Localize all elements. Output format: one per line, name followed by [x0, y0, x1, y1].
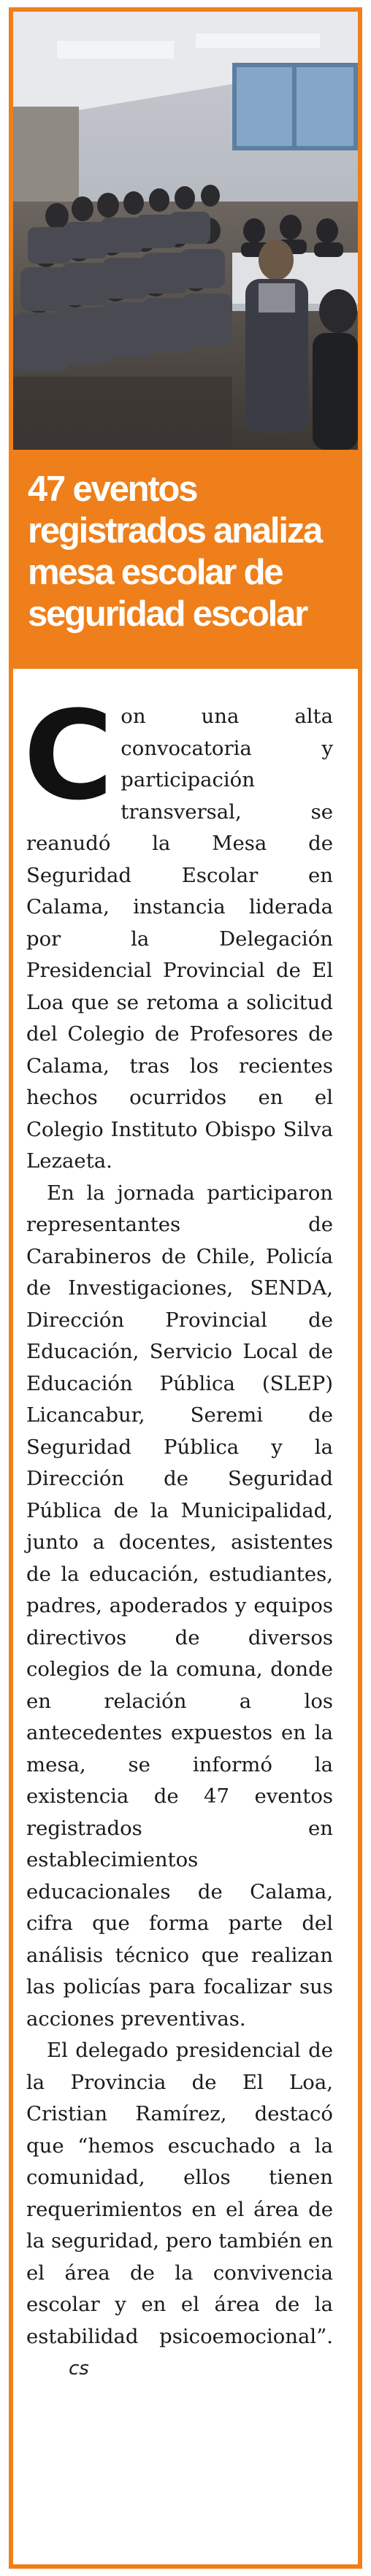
- drop-cap: C: [23, 684, 114, 827]
- article-body: [23, 684, 333, 2385]
- article-headline: 47 eventos registrados analiza mesa escolar de seguridad escolar: [28, 469, 322, 634]
- paragraph-2: En la jornada participaron representantes de Carabineros de Chile, Policía de Investigaciones, SENDA, Dirección Provincial de Educación, Servicio Local de Educación Pública (SLEP) Licancabur, Seremi de Seguridad Pública y la Dirección de Seguridad Pública de la Municipalidad, junto a docentes, asistentes de la educación, estudiantes, padres, apoderados y equipos directivos de diversos colegios de la comuna, donde en relación a los antecedentes expuestos en la mesa, se informó la existencia de 47 eventos registrados en establecimientos educacionales de Calama, cifra que forma parte del análisis técnico que realizan las policías para focalizar sus acciones preventivas.: [26, 1181, 333, 2031]
- paragraph-1-text: on una alta convocatoria y participación transversal, se reanudó la Mesa de Seguridad Escolar en Calama, instancia liderada por la Delegación Presidencial Provincial de El Loa que se retoma a solicitud del Colegio de Profesores de Calama, tras los recientes hechos ocurridos en el Colegio Instituto Obispo Silva Lezaeta.: [26, 705, 333, 1173]
- meeting-photo: [13, 12, 358, 450]
- end-mark-icon: cs: [69, 2358, 89, 2380]
- headline-box: [13, 450, 358, 669]
- paragraph-3: [26, 2035, 333, 2385]
- paragraph-3-text: El delegado presidencial de la Provincia de El Loa, Cristian Ramírez, destacó que “hemos escuchado a la comunidad, ellos tienen requerimientos en el área de la seguridad, pero también en el área de la convivencia escolar y en el área de la estabilidad psicoemocional”.: [26, 2039, 333, 2348]
- paragraph-1: [23, 684, 333, 1178]
